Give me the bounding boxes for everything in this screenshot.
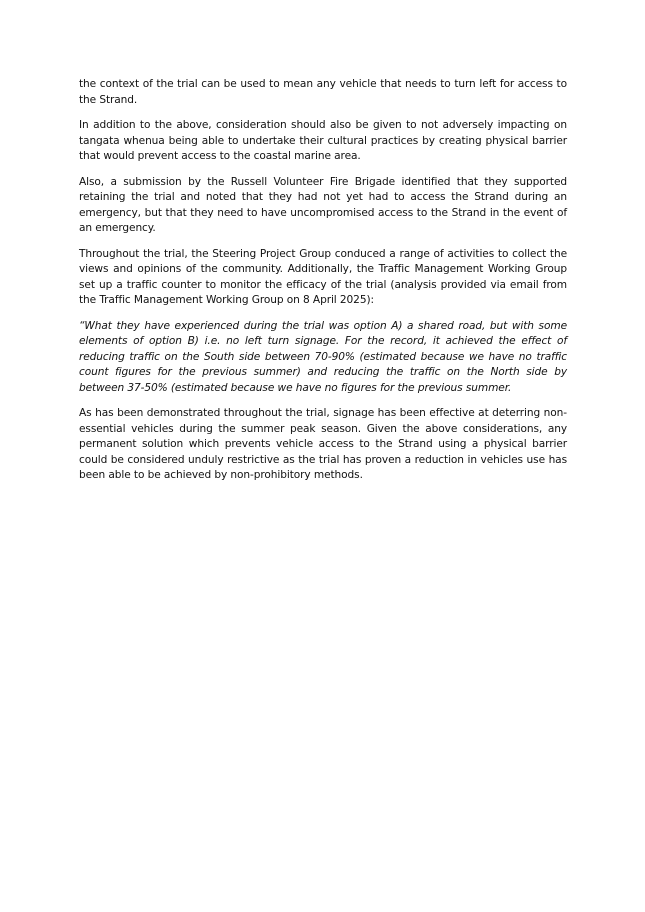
paragraph-tangata-whenua: In addition to the above, consideration should also be given to not adversely impacting on tangata whenua being able to undertake their cultural practices by creating physical barrier that would prevent access to the coastal marine area. [79,119,567,162]
paragraph-fire-brigade: Also, a submission by the Russell Volunteer Fire Brigade identified that they supported retaining the trial and noted that they had not yet had to access the Strand during an emergency, but that they need to have uncompromised access to the Strand in the event of an emergency. [79,175,567,234]
paragraph-strand-definition: the context of the trial can be used to mean any vehicle that needs to turn left for access to the Strand. [79,78,567,106]
paragraph-steering-group: Throughout the trial, the Steering Project Group conduced a range of activities to collect the views and opinions of the community. Additionally, the Traffic Management Working Group set up a traffic counter to monitor the efficacy of the trial (analysis provided via email from the Traffic Management Working Group on 8 April 2025): [79,247,567,306]
document-body [79,77,567,494]
paragraph-conclusion: As has been demonstrated throughout the trial, signage has been effective at deterring non-essential vehicles during the summer peak season. Given the above considerations, any permanent solution which prevents vehicle access to the Strand using a physical barrier could be considered unduly restrictive as the trial has proven a reduction in vehicles use has been able to be achieved by non-prohibitory methods. [79,407,567,481]
paragraph-traffic-quote: “What they have experienced during the trial was option A) a shared road, but with some elements of option B) i.e. no left turn signage. For the record, it achieved the effect of reducing traffic on the South side between 70-90% (estimated because we have no traffic count figures for the previous summer) and reducing the traffic on the North side by between 37-50% (estimated because we have no figures for the previous summer. [79,319,567,394]
